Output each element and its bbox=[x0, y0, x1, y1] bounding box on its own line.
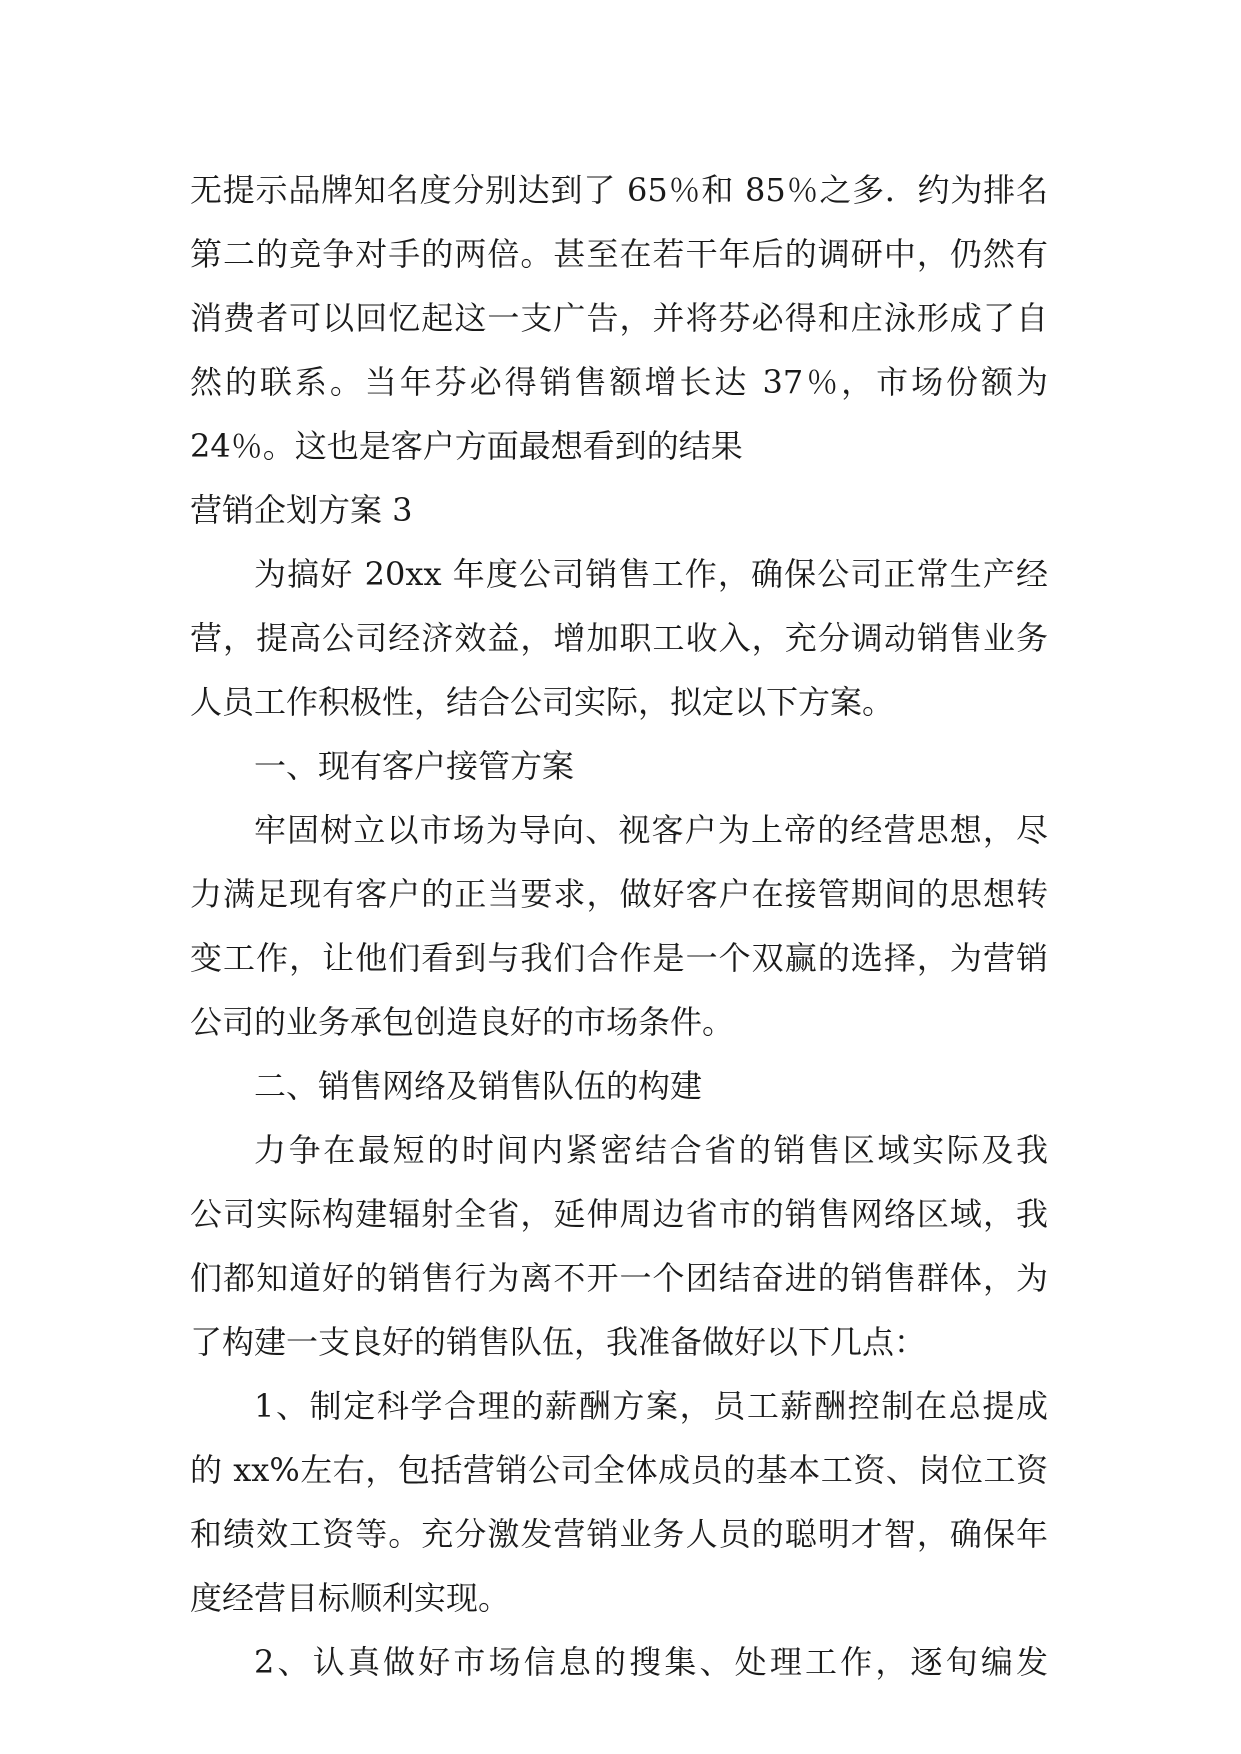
list-item-compensation bbox=[190, 1374, 1048, 1630]
paragraph-line: 公司实际构建辐射全省，延伸周边省市的销售网络区域，我 bbox=[190, 1195, 1048, 1233]
paragraph-line: 变工作，让他们看到与我们合作是一个双赢的选择，为营销 bbox=[190, 939, 1048, 977]
document-body bbox=[190, 158, 1048, 1694]
existing-clients-paragraph bbox=[190, 798, 1048, 1054]
paragraph-line: 的 xx%左右，包括营销公司全体成员的基本工资、岗位工资 bbox=[190, 1451, 1048, 1489]
paragraph-line: 24％。这也是客户方面最想看到的结果 bbox=[190, 427, 743, 465]
heading-sales-network: 二、销售网络及销售队伍的构建 bbox=[254, 1067, 703, 1105]
section-title: 营销企划方案 3 bbox=[190, 491, 413, 529]
paragraph-line: 无提示品牌知名度分别达到了 65％和 85％之多．约为排名 bbox=[190, 171, 1048, 209]
paragraph-line: 第二的竞争对手的两倍。甚至在若干年后的调研中，仍然有 bbox=[190, 235, 1048, 273]
paragraph-line: 为搞好 20xx 年度公司销售工作，确保公司正常生产经 bbox=[254, 555, 1048, 593]
paragraph-line: 1、制定科学合理的薪酬方案，员工薪酬控制在总提成 bbox=[254, 1387, 1048, 1425]
purpose-paragraph bbox=[190, 542, 1048, 734]
paragraph-line: 消费者可以回忆起这一支广告，并将芬必得和庄泳形成了自 bbox=[190, 299, 1048, 337]
paragraph-line: 度经营目标顺利实现。 bbox=[190, 1579, 511, 1617]
paragraph-line: 人员工作积极性，结合公司实际，拟定以下方案。 bbox=[190, 683, 895, 721]
paragraph-line: 力争在最短的时间内紧密结合省的销售区域实际及我 bbox=[254, 1131, 1048, 1169]
paragraph-line: 牢固树立以市场为导向、视客户为上帝的经营思想，尽 bbox=[254, 811, 1048, 849]
paragraph-line: 力满足现有客户的正当要求，做好客户在接管期间的思想转 bbox=[190, 875, 1048, 913]
list-item-market-info bbox=[190, 1630, 1048, 1694]
paragraph-line: 营，提高公司经济效益，增加职工收入，充分调动销售业务 bbox=[190, 619, 1048, 657]
paragraph-line: 了构建一支良好的销售队伍，我准备做好以下几点： bbox=[190, 1323, 927, 1361]
heading-existing-clients: 一、现有客户接管方案 bbox=[254, 747, 575, 785]
paragraph-line: 们都知道好的销售行为离不开一个团结奋进的销售群体，为 bbox=[190, 1259, 1048, 1297]
sales-network-paragraph bbox=[190, 1118, 1048, 1374]
paragraph-line: 公司的业务承包创造良好的市场条件。 bbox=[190, 1003, 735, 1041]
paragraph-line: 然的联系。当年芬必得销售额增长达 37％，市场份额为 bbox=[190, 363, 1048, 401]
paragraph-line: 2、认真做好市场信息的搜集、处理工作，逐旬编发 bbox=[254, 1643, 1048, 1681]
intro-paragraph bbox=[190, 158, 1048, 478]
paragraph-line: 和绩效工资等。充分激发营销业务人员的聪明才智，确保年 bbox=[190, 1515, 1048, 1553]
